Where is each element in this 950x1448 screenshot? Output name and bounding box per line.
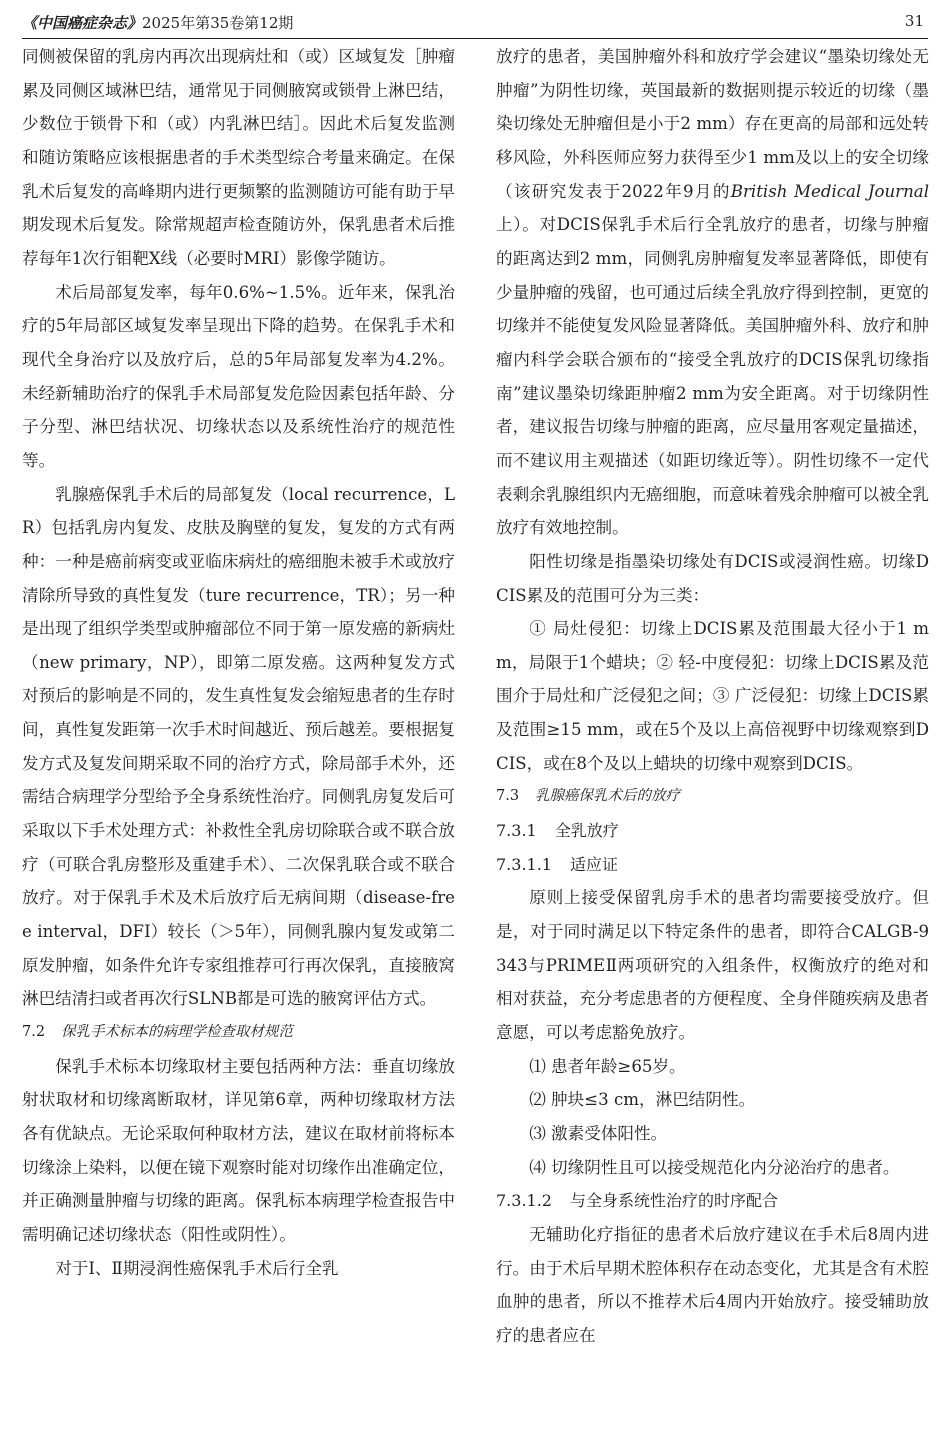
journal-name: 《中国癌症杂志》: [22, 14, 143, 32]
paragraph: ① 局灶侵犯：切缘上DCIS累及范围最大径小于1 mm，局限于1个蜡块；② 轻-中度侵犯：切缘上DCIS累及范围介于局灶和广泛侵犯之间；③ 广泛侵犯：切缘上DCIS累及范围≥15 mm，或在5个及以上高倍视野中切缘观察到DCIS，或在8个及以上蜡块的切缘中观察到DCIS。: [496, 619, 929, 773]
paragraph: 无辅助化疗指征的患者术后放疗建议在手术后8周内进行。由于术后早期术腔体积存在动态变化，尤其是含有术腔血肿的患者，所以不推荐术后4周内开始放疗。接受辅助放疗的患者应在: [496, 1224, 929, 1345]
paragraph-text: 放疗的患者，美国肿瘤外科和放疗学会建议“墨染切缘处无肿瘤”为阴性切缘，英国最新的数据则提示较近的切缘（墨染切缘处无肿瘤但是小于2 mm）存在更高的局部和远处转移风险，外科医师应努力获得至少1 mm及以上的安全切缘（该研究发表于2022年9月的: [496, 47, 929, 201]
section-heading-7-3-1-1: [496, 848, 929, 882]
paragraph: 术后局部复发率，每年0.6%~1.5%。近年来，保乳治疗的5年局部区域复发率呈现出下降的趋势。在保乳手术和现代全身治疗以及放疗后，总的5年局部复发率为4.2%。未经新辅助治疗的保乳手术局部复发危险因素包括年龄、分子分型、淋巴结状况、切缘状态以及系统性治疗的规范性等。: [22, 282, 455, 470]
list-item: ⑴ 患者年龄≥65岁。: [529, 1056, 686, 1076]
section-number: 7.2: [22, 1024, 46, 1041]
left-column: [22, 40, 455, 1285]
paragraph: 保乳手术标本切缘取材主要包括两种方法：垂直切缘放射状取材和切缘离断取材，详见第6章，两种切缘取材方法各有优缺点。无论采取何种取材方法，建议在取材前将标本切缘涂上染料，以便在镜下观察时能对切缘作出准确定位，并正确测量肿瘤与切缘的距离。保乳标本病理学检查报告中需明确记述切缘状态（阳性或阴性）。: [22, 1056, 455, 1244]
list-item: ⑵ 肿块≤3 cm，淋巴结阴性。: [529, 1090, 756, 1110]
section-title: 全乳放疗: [554, 821, 619, 841]
paragraph: 阳性切缘是指墨染切缘处有DCIS或浸润性癌。切缘DCIS累及的范围可分为三类：: [496, 551, 929, 605]
issue-info: 2025年第35卷第12期: [142, 14, 294, 32]
list-item: ⑷ 切缘阴性且可以接受规范化内分泌治疗的患者。: [529, 1157, 900, 1177]
page-number: 31: [904, 12, 924, 30]
paragraph: 对于Ⅰ、Ⅱ期浸润性癌保乳手术后行全乳: [55, 1258, 339, 1278]
journal-title: British Medical Journal: [730, 181, 929, 201]
section-heading-7-3-1: [496, 814, 929, 848]
section-title: 适应证: [569, 854, 618, 874]
list-item: ⑶ 激素受体阳性。: [529, 1124, 668, 1143]
section-title: 与全身系统性治疗的时序配合: [569, 1191, 778, 1211]
section-heading-7-3: [496, 780, 929, 814]
paragraph: [496, 40, 929, 545]
section-heading-7-2: [22, 1016, 455, 1050]
section-number: 7.3.1.1: [496, 854, 552, 874]
section-heading-7-3-1-2: [496, 1184, 929, 1218]
running-header: [22, 4, 928, 39]
section-number: 7.3.1.2: [496, 1191, 552, 1211]
paragraph: 同侧被保留的乳房内再次出现病灶和（或）区域复发［肿瘤累及同侧区域淋巴结，通常见于同侧腋窝或锁骨上淋巴结，少数位于锁骨下和（或）内乳淋巴结］。因此术后复发监测和随访策略应该根据患者的手术类型综合考量来确定。在保乳术后复发的高峰期内进行更频繁的监测随访可能有助于早期发现术后复发。除常规超声检查随访外，保乳患者术后推荐每年1次行钼靶X线（必要时MRI）影像学随访。: [22, 47, 455, 268]
paragraph-text: 上）。对DCIS保乳手术后行全乳放疗的患者，切缘与肿瘤的距离达到2 mm，同侧乳房肿瘤复发率显著降低，即使有少量肿瘤的残留，也可通过后续全乳放疗得到控制，更宽的切缘并不能使复发风险显著降低。美国肿瘤外科、放疗和肿瘤内科学会联合颁布的“接受全乳放疗的DCIS保乳切缘指南”建议墨染切缘距肿瘤2 mm为安全距离。对于切缘阴性者，建议报告切缘与肿瘤的距离，应尽量用客观定量描述，而不建议用主观描述（如距切缘近等）。阴性切缘不一定代表剩余乳腺组织内无癌细胞，而意味着残余肿瘤可以被全乳放疗有效地控制。: [496, 215, 929, 538]
journal-issue: [22, 12, 293, 33]
paragraph: 原则上接受保留乳房手术的患者均需要接受放疗。但是，对于同时满足以下特定条件的患者，即符合CALGB-9343与PRIMEⅡ两项研究的入组条件，权衡放疗的绝对和相对获益，充分考虑患者的方便程度、全身伴随疾病及患者意愿，可以考虑豁免放疗。: [496, 888, 929, 1043]
section-number: 7.3.1: [496, 821, 537, 841]
right-column: [496, 40, 929, 1353]
paragraph: 乳腺癌保乳手术后的局部复发（local recurrence，LR）包括乳房内复发、皮肤及胸壁的复发，复发的方式有两种：一种是癌前病变或亚临床病灶的癌细胞未被手术或放疗清除所导致的真性复发（ture recurrence，TR）；另一种是出现了组织学类型或肿瘤部位不同于第一原发癌的新病灶（new primary，NP），即第二原发癌。这两种复发方式对预后的影响是不同的，发生真性复发会缩短患者的生存时间，真性复发距第一次手术时间越近、预后越差。要根据复发方式及复发间期采取不同的治疗方式，除局部手术外，还需结合病理学分型给予全身系统性治疗。同侧乳房复发后可采取以下手术处理方式：补救性全乳房切除联合或不联合放疗（可联合乳房整形及重建手术）、二次保乳联合或不联合放疗。对于保乳手术及术后放疗后无病间期（disease-free interval，DFI）较长（＞5年），同侧乳腺内复发或第二原发肿瘤，如条件允许专家组推荐可行再次保乳，直接腋窝淋巴结清扫或者再次行SLNB都是可选的腋窝评估方式。: [22, 484, 455, 1009]
section-title: 保乳手术标本的病理学检查取材规范: [61, 1024, 294, 1041]
section-title: 乳腺癌保乳术后的放疗: [535, 788, 681, 805]
section-number: 7.3: [496, 788, 520, 805]
